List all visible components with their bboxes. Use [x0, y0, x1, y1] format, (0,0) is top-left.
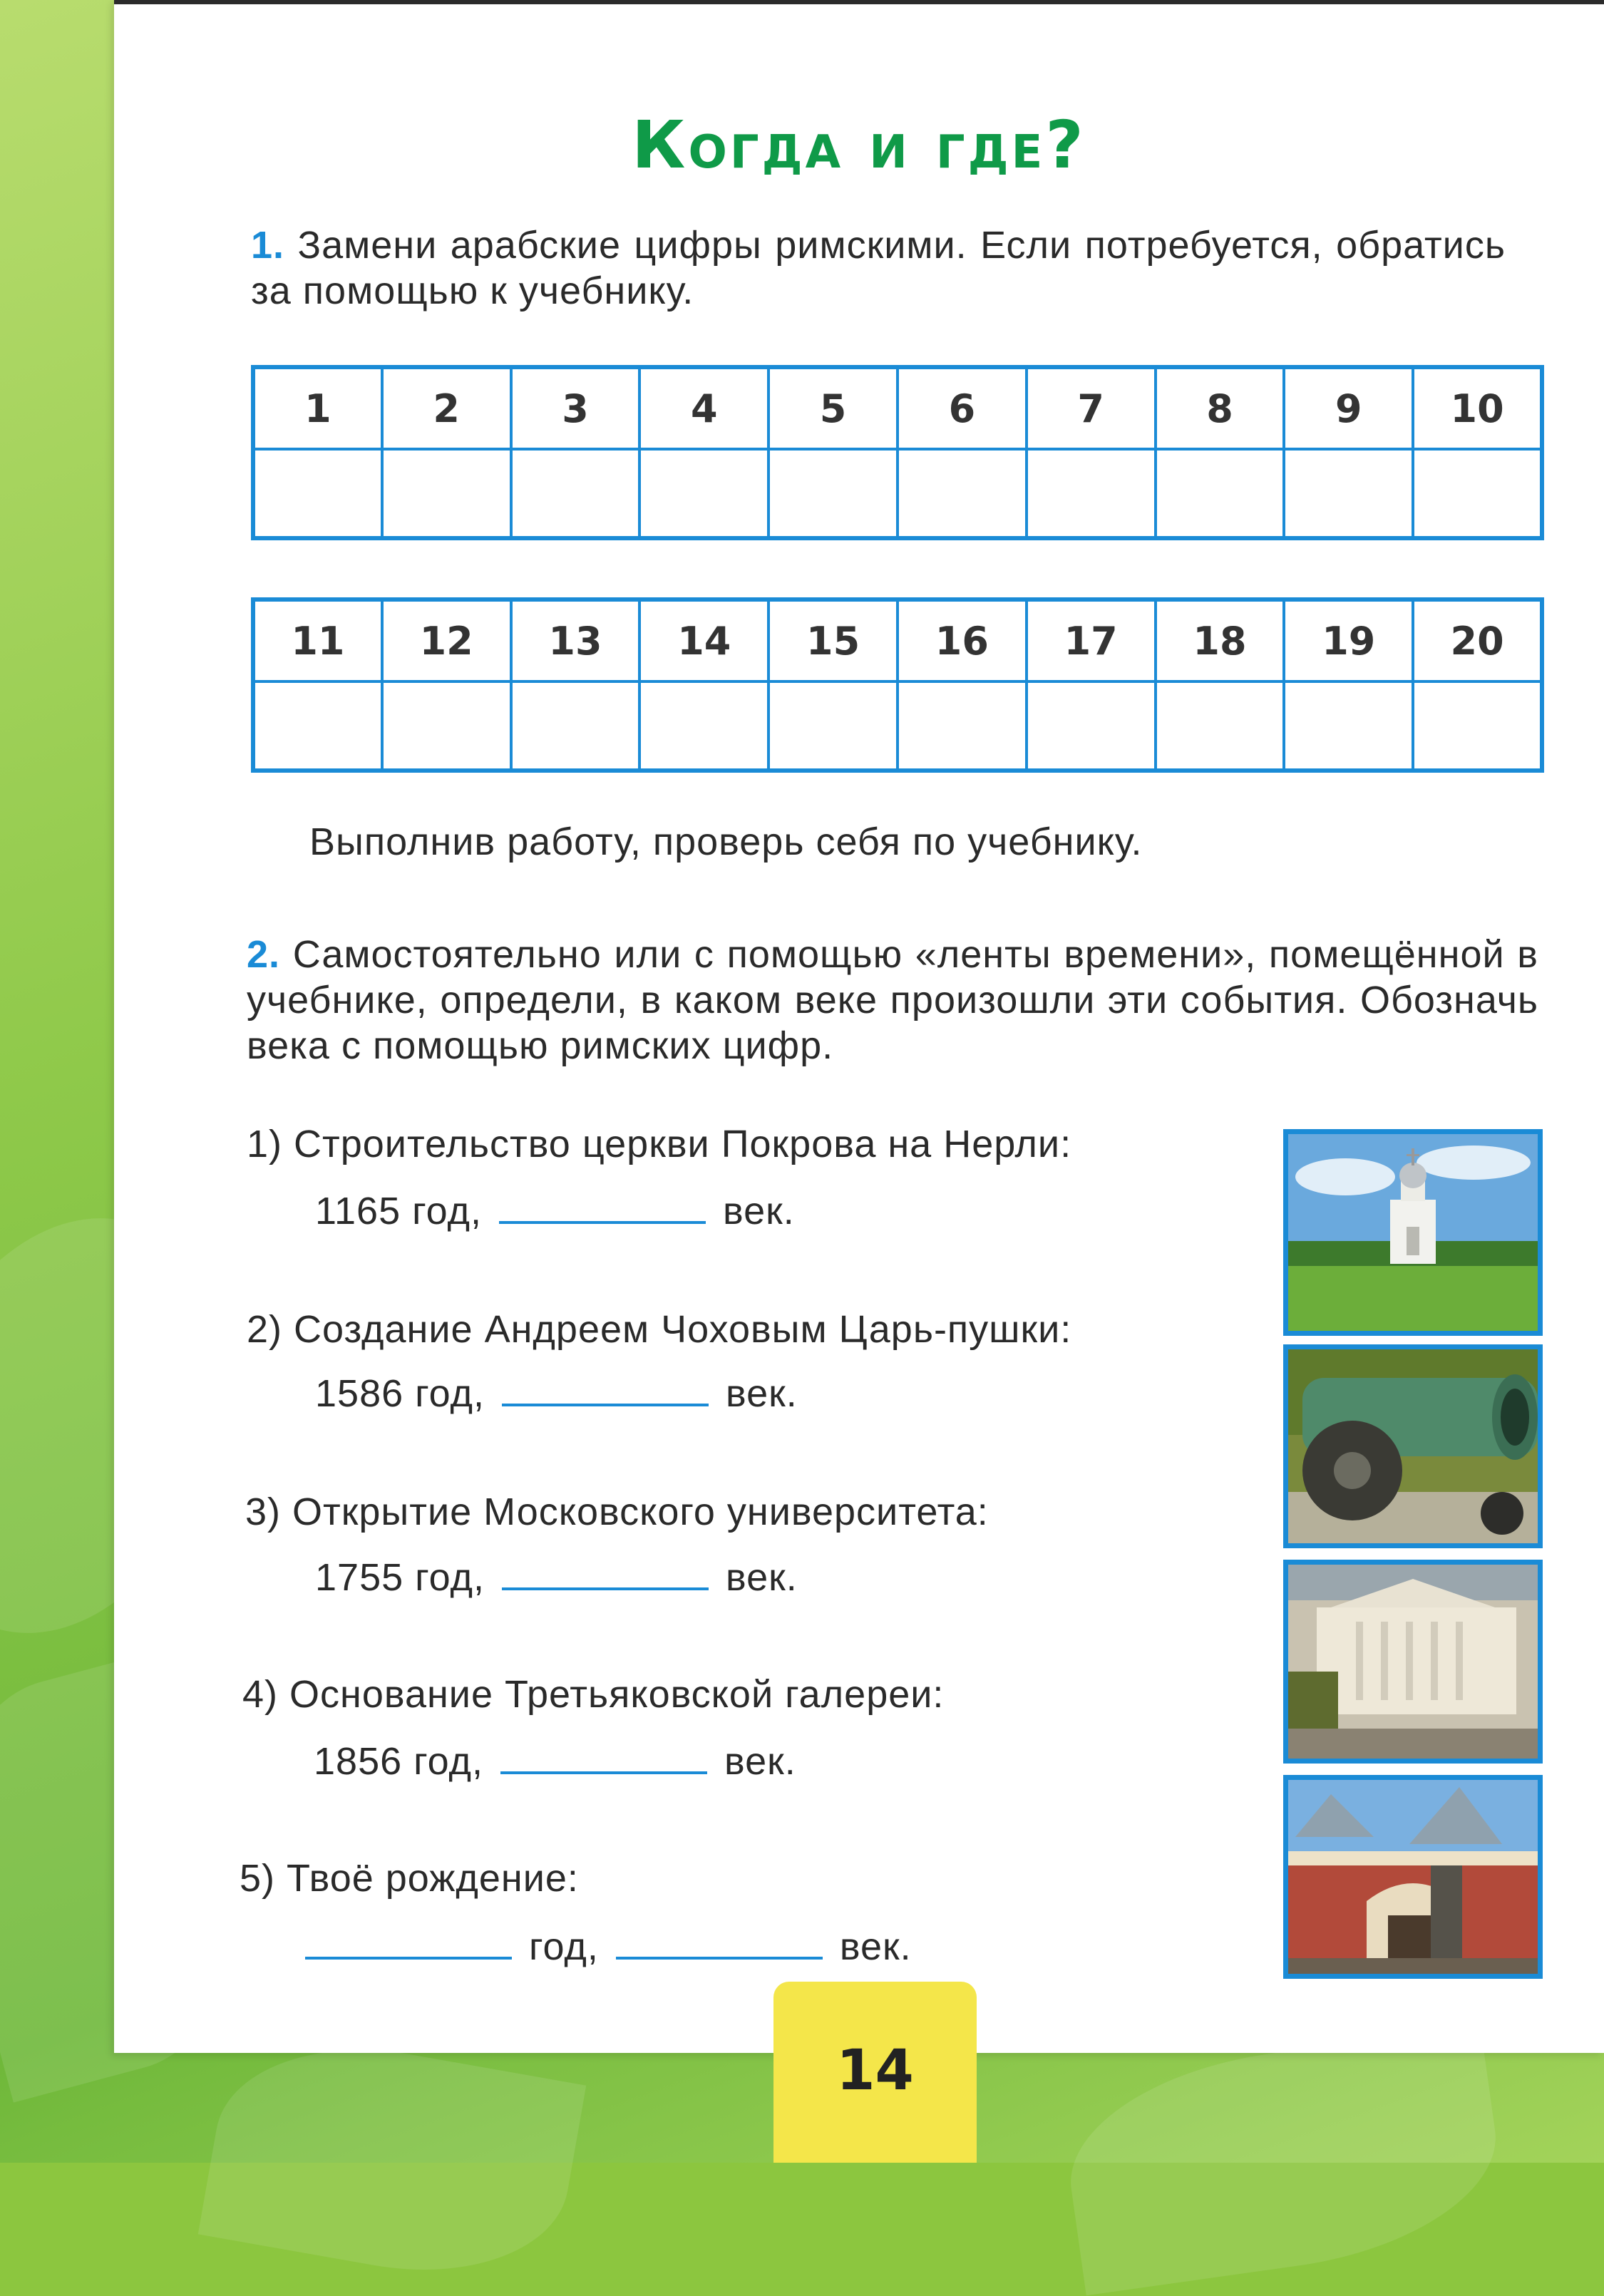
arabic-cell: 5	[768, 367, 898, 449]
arabic-cell: 10	[1413, 367, 1542, 449]
answer-cell[interactable]	[253, 681, 382, 771]
arabic-cell: 6	[898, 367, 1027, 449]
task1-text: Замени арабские цифры римскими. Если потребуется, обратись за помощью к учебнику.	[251, 224, 1506, 312]
answer-cell[interactable]	[898, 681, 1027, 771]
arabic-cell: 9	[1284, 367, 1413, 449]
answer-cell[interactable]	[1413, 449, 1542, 538]
answer-cell[interactable]	[1156, 449, 1285, 538]
arabic-cell: 16	[898, 599, 1027, 681]
arabic-cell: 8	[1156, 367, 1285, 449]
event-2-answer	[315, 1371, 798, 1416]
arabic-cell: 4	[639, 367, 768, 449]
answer-cell[interactable]	[1027, 681, 1156, 771]
arabic-row	[253, 367, 1542, 449]
event-5-answer	[288, 1925, 912, 1969]
task2-text: Самостоятельно или с помощью «ленты времени», помещённой в учебнике, определи, в каком веке произошли эти события. Обозначь века с помощью римских цифр.	[247, 933, 1538, 1067]
arabic-cell: 11	[253, 599, 382, 681]
arabic-cell: 7	[1027, 367, 1156, 449]
event-3-answer	[315, 1555, 798, 1600]
year-answer-line[interactable]	[305, 1928, 512, 1960]
task2-instructions	[247, 932, 1538, 1069]
event-4-suffix: век.	[724, 1740, 796, 1783]
answer-cell[interactable]	[382, 449, 511, 538]
roman-answer-row	[253, 681, 1542, 771]
century-answer-line[interactable]	[499, 1193, 706, 1224]
event-1-label: 1) Строительство церкви Покрова на Нерли:	[247, 1123, 1072, 1165]
event-3-suffix: век.	[726, 1556, 798, 1599]
answer-cell[interactable]	[1027, 449, 1156, 538]
century-answer-line[interactable]	[500, 1743, 707, 1774]
event-2-suffix: век.	[726, 1372, 798, 1415]
task1-instructions	[251, 222, 1506, 314]
answer-cell[interactable]	[768, 449, 898, 538]
answer-cell[interactable]	[253, 449, 382, 538]
arabic-cell: 15	[768, 599, 898, 681]
event-4-year: 1856 год,	[314, 1740, 483, 1783]
event-4-label: 4) Основание Третьяковской галереи:	[242, 1673, 945, 1716]
page-number: 14	[836, 2039, 914, 2103]
arabic-cell: 18	[1156, 599, 1285, 681]
roman-answer-row	[253, 449, 1542, 538]
event-5-label: 5) Твоё рождение:	[240, 1857, 579, 1900]
tsar-cannon-photo	[1283, 1344, 1543, 1548]
moscow-university-photo	[1283, 1560, 1543, 1764]
event-4-answer	[314, 1739, 796, 1783]
century-answer-line[interactable]	[502, 1559, 709, 1590]
arabic-cell: 17	[1027, 599, 1156, 681]
page-title: Когда и где?	[632, 107, 1086, 183]
arabic-cell: 1	[253, 367, 382, 449]
event-5-suffix: век.	[839, 1925, 912, 1968]
event-5-year-suffix: год,	[529, 1925, 599, 1968]
arabic-cell: 12	[382, 599, 511, 681]
answer-cell[interactable]	[639, 681, 768, 771]
event-2-label: 2) Создание Андреем Чоховым Царь-пушки:	[247, 1308, 1072, 1351]
answer-cell[interactable]	[1284, 681, 1413, 771]
century-answer-line[interactable]	[502, 1375, 709, 1406]
answer-cell[interactable]	[1284, 449, 1413, 538]
arabic-cell: 13	[511, 599, 640, 681]
task1-number: 1.	[251, 224, 285, 267]
event-3-year: 1755 год,	[315, 1556, 485, 1599]
roman-table-11-20	[251, 597, 1544, 773]
answer-cell[interactable]	[898, 449, 1027, 538]
check-note: Выполнив работу, проверь себя по учебнику.	[309, 820, 1143, 863]
century-answer-line[interactable]	[616, 1928, 823, 1960]
arabic-cell: 3	[511, 367, 640, 449]
church-photo	[1283, 1129, 1543, 1336]
arabic-cell: 19	[1284, 599, 1413, 681]
event-1-suffix: век.	[723, 1190, 795, 1232]
answer-cell[interactable]	[511, 681, 640, 771]
event-1-answer	[315, 1189, 795, 1233]
event-2-year: 1586 год,	[315, 1372, 485, 1415]
arabic-cell: 20	[1413, 599, 1542, 681]
arabic-cell: 14	[639, 599, 768, 681]
answer-cell[interactable]	[382, 681, 511, 771]
answer-cell[interactable]	[639, 449, 768, 538]
answer-cell[interactable]	[768, 681, 898, 771]
answer-cell[interactable]	[1156, 681, 1285, 771]
arabic-row	[253, 599, 1542, 681]
task2-number: 2.	[247, 933, 281, 976]
event-3-label: 3) Открытие Московского университета:	[245, 1491, 989, 1533]
leaf-decoration	[1057, 2024, 1510, 2296]
event-1-year: 1165 год,	[315, 1190, 482, 1232]
roman-table-1-10	[251, 365, 1544, 540]
answer-cell[interactable]	[1413, 681, 1542, 771]
arabic-cell: 2	[382, 367, 511, 449]
tretyakov-gallery-photo	[1283, 1775, 1543, 1979]
page-top-edge	[114, 0, 1604, 4]
leaf-decoration	[198, 2024, 586, 2296]
answer-cell[interactable]	[511, 449, 640, 538]
